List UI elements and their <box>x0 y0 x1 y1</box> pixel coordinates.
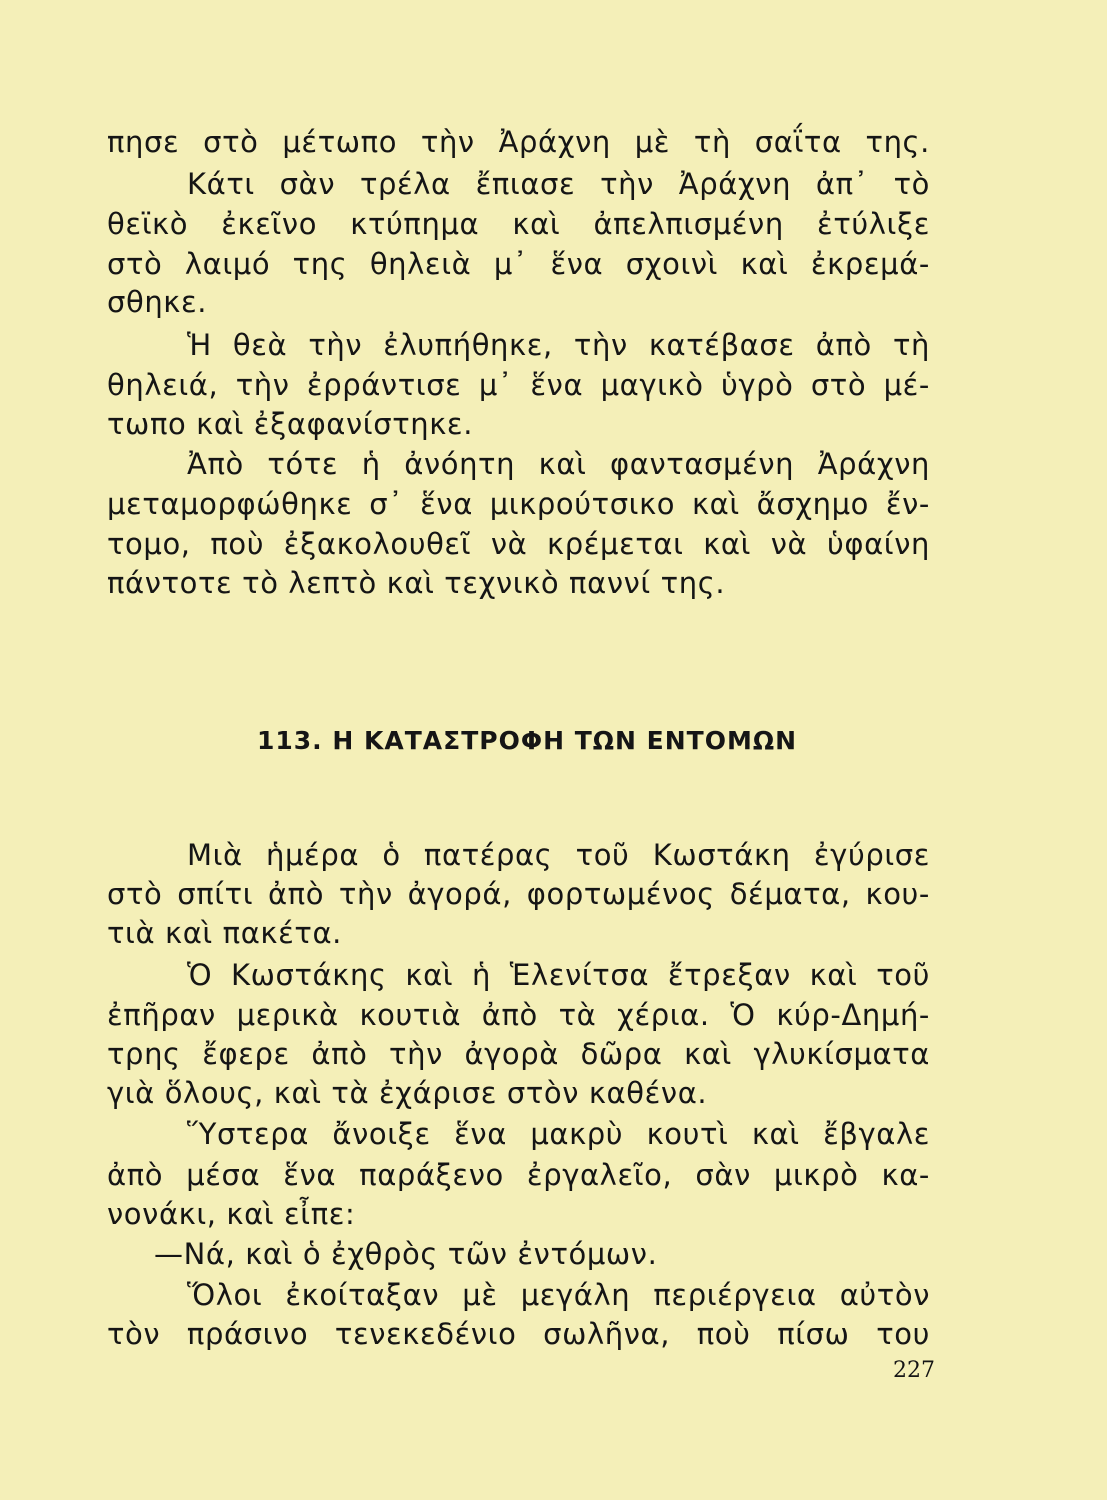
text-line: —Νά, καὶ ὁ ἐχθρὸς τῶν ἐντόμων. <box>154 1237 658 1271</box>
text-line: ἀπὸ μέσα ἕνα παράξενο ἐργαλεῖο, σὰν μικρὸ κα- <box>107 1158 930 1192</box>
text-line: Ἡ θεὰ τὴν ἐλυπήθηκε, τὴν κατέβασε ἀπὸ τὴ <box>187 328 930 362</box>
text-line: τιὰ καὶ πακέτα. <box>107 916 342 950</box>
text-line: τομο, ποὺ ἐξακολουθεῖ νὰ κρέμεται καὶ νὰ ὑφαίνη <box>107 527 930 561</box>
text-line: ἐπῆραν μερικὰ κουτιὰ ἀπὸ τὰ χέρια. Ὁ κύρ-Δημή- <box>107 998 930 1032</box>
section-heading: 113. Η ΚΑΤΑΣΤΡΟΦΗ ΤΩΝ ΕΝΤΟΜΩΝ <box>257 726 798 755</box>
text-line: θηλειά, τὴν ἐρράντισε μ᾿ ἕνα μαγικὸ ὑγρὸ στὸ μέ- <box>107 368 930 402</box>
text-line: πησε στὸ μέτωπο τὴν Ἀράχνη μὲ τὴ σαΐτα της. <box>107 125 930 159</box>
text-line: μεταμορφώθηκε σ᾿ ἕνα μικρούτσικο καὶ ἄσχημο ἔν- <box>107 487 930 521</box>
text-line: τὸν πράσινο τενεκεδένιο σωλῆνα, ποὺ πίσω του <box>107 1317 930 1351</box>
text-line: Ὅλοι ἐκοίταξαν μὲ μεγάλη περιέργεια αὐτὸν <box>187 1278 930 1312</box>
text-line: γιὰ ὅλους, καὶ τὰ ἐχάρισε στὸν καθένα. <box>107 1076 708 1110</box>
text-line: στὸ λαιμό της θηλειὰ μ᾿ ἕνα σχοινὶ καὶ ἐκρεμά- <box>107 247 930 281</box>
text-line: πάντοτε τὸ λεπτὸ καὶ τεχνικὸ παννί της. <box>107 566 726 600</box>
page-number: 227 <box>893 1358 935 1383</box>
text-line: Κάτι σὰν τρέλα ἔπιασε τὴν Ἀράχνη ἀπ᾿ τὸ <box>187 167 930 201</box>
text-line: Μιὰ ἡμέρα ὁ πατέρας τοῦ Κωστάκη ἐγύρισε <box>187 838 930 872</box>
text-line: Ὁ Κωστάκης καὶ ἡ Ἑλενίτσα ἔτρεξαν καὶ τοῦ <box>187 958 930 992</box>
text-line: Ὕστερα ἄνοιξε ἕνα μακρὺ κουτὶ καὶ ἔβγαλε <box>187 1117 930 1151</box>
text-line: τρης ἔφερε ἀπὸ τὴν ἀγορὰ δῶρα καὶ γλυκίσματα <box>107 1037 930 1071</box>
text-line: σθηκε. <box>107 285 208 319</box>
text-line: θεϊκὸ ἐκεῖνο κτύπημα καὶ ἀπελπισμένη ἐτύλιξε <box>107 207 930 241</box>
text-line: Ἀπὸ τότε ἡ ἀνόητη καὶ φαντασμένη Ἀράχνη <box>187 447 930 481</box>
text-line: νονάκι, καὶ εἶπε: <box>107 1197 356 1231</box>
text-line: τωπο καὶ ἐξαφανίστηκε. <box>107 407 474 441</box>
text-line: στὸ σπίτι ἀπὸ τὴν ἀγορά, φορτωμένος δέματα, κου- <box>107 877 930 911</box>
